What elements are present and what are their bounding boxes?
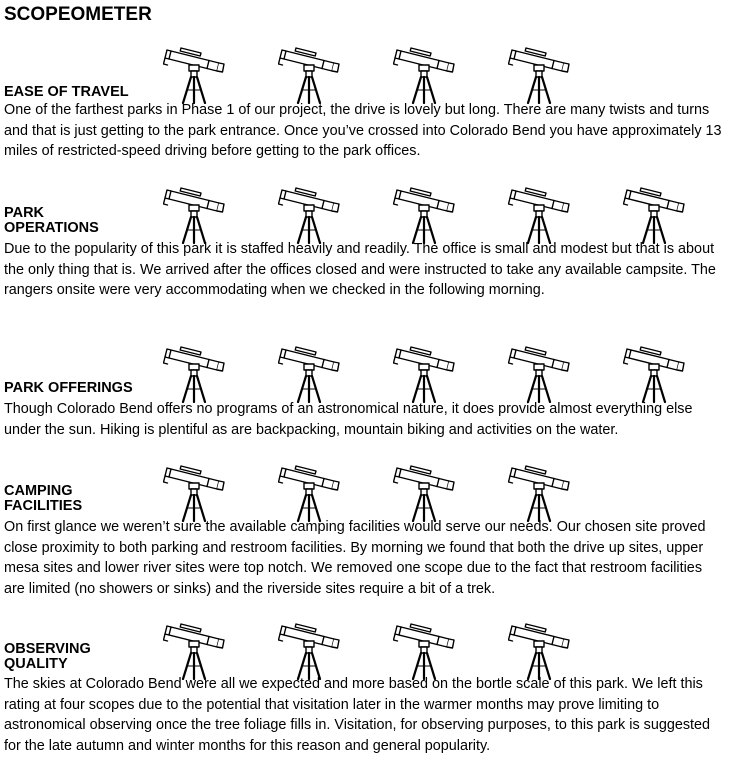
- heading-line: CAMPING: [4, 483, 73, 499]
- telescope-icon: [393, 460, 459, 522]
- section-heading: [4, 85, 129, 100]
- telescope-icon: [278, 460, 344, 522]
- telescope-icon: [278, 341, 344, 403]
- telescope-icon: [508, 460, 574, 522]
- telescope-icon: [163, 42, 229, 104]
- section-heading: [4, 642, 91, 672]
- telescope-icon: [508, 618, 574, 680]
- telescope-icon: [163, 182, 229, 244]
- telescope-icon: [163, 460, 229, 522]
- heading-line: PARK OFFERINGS: [4, 380, 133, 396]
- telescope-icon: [393, 341, 459, 403]
- telescope-icon: [623, 182, 689, 244]
- page-title: SCOPEOMETER: [4, 4, 152, 25]
- section-heading: [4, 484, 82, 514]
- section-body: The skies at Colorado Bend were all we expected and more based on the bortle scale of this park. We left this rating at four scopes due to the potential that visitation later in the warmer months may prove limiting to astronomical observing once the tree foliage fills in. Visitation, for observing purposes, to this park is suggested for the late autumn and winter months for this reason and general popularity.: [4, 676, 711, 754]
- telescope-icon: [393, 618, 459, 680]
- heading-line: FACILITIES: [4, 498, 83, 514]
- telescope-icon: [163, 618, 229, 680]
- telescope-icon: [163, 341, 229, 403]
- section-body: One of the farthest parks in Phase 1 of our project, the drive is lovely but long. There are many twists and turns and that is just getting to the park entrance. Once you’ve crossed into Colorado Bend you have approximately 13 miles of restricted-speed driving before getting to the park offices.: [4, 102, 722, 159]
- heading-line: OPERATIONS: [4, 220, 99, 236]
- heading-line: OBSERVING: [4, 641, 91, 657]
- telescope-icon: [393, 42, 459, 104]
- heading-line: PARK: [4, 205, 45, 221]
- telescope-icon: [393, 182, 459, 244]
- telescope-icon: [278, 618, 344, 680]
- telescope-icon: [508, 341, 574, 403]
- section-heading: [4, 381, 133, 396]
- section-body: Due to the popularity of this park it is staffed heavily and readily. The office is small and modest but that is about the only thing that is. We arrived after the offices closed and were instructed to take any available campsite. The rangers onsite were very accommodating when we checked in the following morning.: [4, 241, 716, 298]
- section-body: Though Colorado Bend offers no programs of an astronomical nature, it does provide almost everything else under the sun. Hiking is plentiful as are backpacking, mountain biking and activities on the water.: [4, 401, 693, 438]
- telescope-icon: [508, 42, 574, 104]
- telescope-icon: [278, 182, 344, 244]
- section-heading: [4, 206, 99, 236]
- heading-line: QUALITY: [4, 656, 68, 672]
- section-body: On first glance we weren’t sure the available camping facilities would serve our needs. Our chosen site proved close proximity to both parking and restroom facilities. By morning we found that both the drive up sites, upper mesa sites and lower river sites were top notch. We removed one scope due to the fact that restroom facilities are limited (no showers or sinks) and the riverside sites require a bit of a trek.: [4, 519, 706, 597]
- telescope-icon: [278, 42, 344, 104]
- telescope-icon: [623, 341, 689, 403]
- telescope-icon: [508, 182, 574, 244]
- heading-line: EASE OF TRAVEL: [4, 84, 129, 100]
